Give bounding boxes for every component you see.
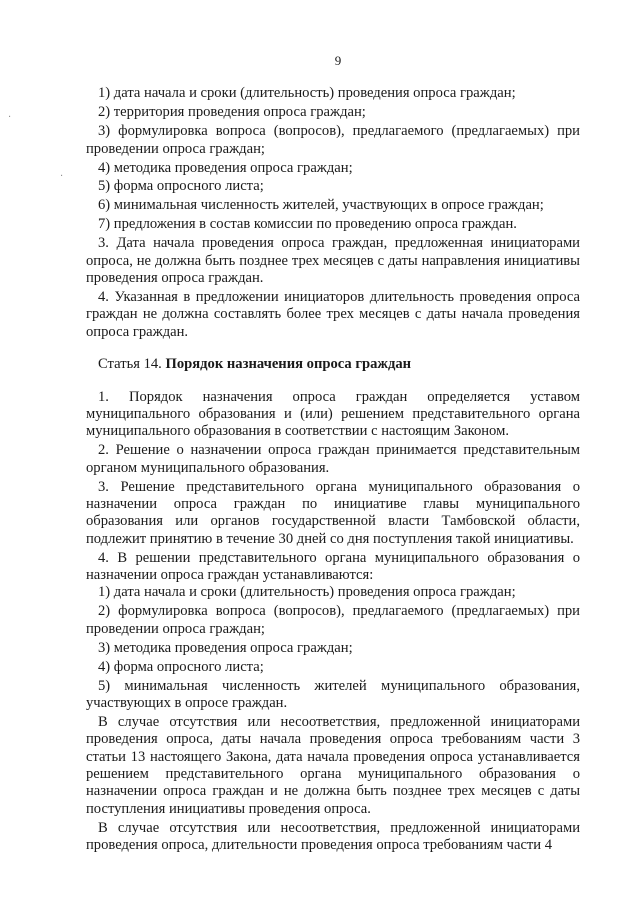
closing-paragraph-1: В случае отсутствия или несоответствия, предложенной инициаторами проведения опроса, даты начала проведения опроса требованиям части 3 статьи 13 настоящего Закона, дата начала проведения опроса устанавливается решением представительного органа муниципального образования о назначении опроса граждан и не должна быть позднее трех месяцев с даты поступления инициативы проведения опроса. bbox=[86, 713, 580, 817]
block2-list bbox=[86, 584, 580, 712]
article-prefix: Статья 14. bbox=[98, 356, 162, 373]
list-item: 2) территория проведения опроса граждан; bbox=[98, 104, 366, 121]
list-item: 1) дата начала и сроки (длительность) проведения опроса граждан; bbox=[98, 584, 516, 601]
article-paragraph-4: 4. В решении представительного органа муниципального образования о назначении опроса граждан устанавливаются: bbox=[86, 549, 580, 584]
list-item: 4) форма опросного листа; bbox=[98, 658, 264, 675]
closing-paragraph-2: В случае отсутствия или несоответствия, предложенной инициаторами проведения опроса, длительности проведения опроса требованиям части 4 bbox=[86, 819, 580, 854]
list-item: 1) дата начала и сроки (длительность) проведения опроса граждан; bbox=[98, 85, 516, 102]
list-item: 6) минимальная численность жителей, участвующих в опросе граждан; bbox=[98, 197, 544, 214]
scan-mark-bullet: · bbox=[60, 171, 64, 182]
list-item: 2) формулировка вопроса (вопросов), предлагаемого (предлагаемых) при проведении опроса граждан; bbox=[86, 603, 580, 637]
paragraph-3: 3. Дата начала проведения опроса граждан, предложенная инициаторами опроса, не должна быть позднее трех месяцев с даты направления инициативы проведения опроса граждан. bbox=[86, 235, 580, 286]
paragraph-4: 4. Указанная в предложении инициаторов длительность проведения опроса граждан не должна составлять более трех месяцев с даты начала проведения опроса граждан. bbox=[86, 288, 580, 340]
list-item: 3) формулировка вопроса (вопросов), предлагаемого (предлагаемых) при проведении опроса граждан; bbox=[86, 123, 580, 157]
article-paragraph-3: 3. Решение представительного органа муниципального образования о назначении опроса граждан по инициативе главы муниципального образования или органов государственной власти Тамбовской области, подлежит принятию в течение 30 дней со дня поступления такой инициативы. bbox=[86, 478, 580, 547]
scan-mark-left: · bbox=[8, 112, 12, 123]
list-item: 5) минимальная численность жителей муниципального образования, участвующих в опросе граждан. bbox=[86, 677, 580, 711]
document-page bbox=[86, 52, 580, 855]
article-paragraph-1: 1. Порядок назначения опроса граждан определяется уставом муниципального образования и (или) решением представительного органа муниципального образования в соответствии с настоящим Законом. bbox=[86, 388, 580, 440]
article-heading bbox=[86, 356, 580, 373]
article-title: Порядок назначения опроса граждан bbox=[165, 356, 412, 373]
article-paragraph-2: 2. Решение о назначении опроса граждан принимается представительным органом муниципального образования. bbox=[86, 442, 580, 476]
list-item: 5) форма опросного листа; bbox=[98, 178, 264, 195]
list-item: 3) методика проведения опроса граждан; bbox=[98, 639, 353, 656]
block1-list bbox=[86, 85, 580, 233]
list-item: 7) предложения в состав комиссии по проведению опроса граждан. bbox=[98, 216, 517, 233]
page-number: 9 bbox=[334, 53, 342, 68]
list-item: 4) методика проведения опроса граждан; bbox=[98, 159, 353, 176]
